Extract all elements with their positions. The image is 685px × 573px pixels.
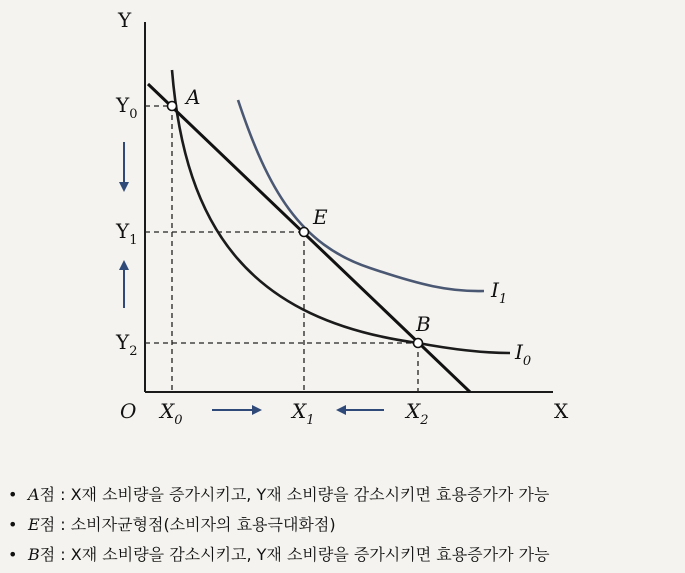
y0-label: $Y_0$ (116, 93, 138, 122)
x-axis-title: X (554, 399, 569, 423)
note-point-e: • E점 : 소비자균형점(소비자의 효용극대화점) (8, 515, 336, 534)
point-b-label: B (416, 312, 431, 336)
indifference-curve-i1 (238, 100, 484, 291)
note-point-b: • B점 : X재 소비량을 감소시키고, Y재 소비량을 증가시키면 효용증가가 가능 (8, 545, 550, 564)
point-e-marker (300, 228, 309, 237)
arrow-right-icon (212, 405, 262, 415)
arrow-up-icon (119, 260, 129, 308)
curve-i0-label: $I_0$ (515, 340, 532, 369)
indifference-curve-i0 (172, 70, 510, 353)
x2-label: $X_2$ (406, 399, 429, 428)
point-b-marker (414, 339, 423, 348)
y1-label: $Y_1$ (116, 219, 138, 248)
point-a-label: A (186, 85, 201, 109)
x0-label: $X_0$ (160, 399, 183, 428)
point-e-label: E (313, 205, 328, 229)
note-point-a: • A점 : X재 소비량을 증가시키고, Y재 소비량을 감소시키면 효용증가가 가능 (8, 485, 550, 504)
point-a-marker (168, 102, 177, 111)
arrow-down-icon (119, 142, 129, 192)
y2-label: $Y_2$ (116, 330, 138, 359)
arrow-left-icon (336, 405, 384, 415)
curve-i1-label: $I_1$ (491, 278, 508, 307)
x1-label: $X_1$ (292, 399, 315, 428)
origin-label: O (120, 399, 137, 423)
y-axis-title: Y (118, 8, 132, 32)
